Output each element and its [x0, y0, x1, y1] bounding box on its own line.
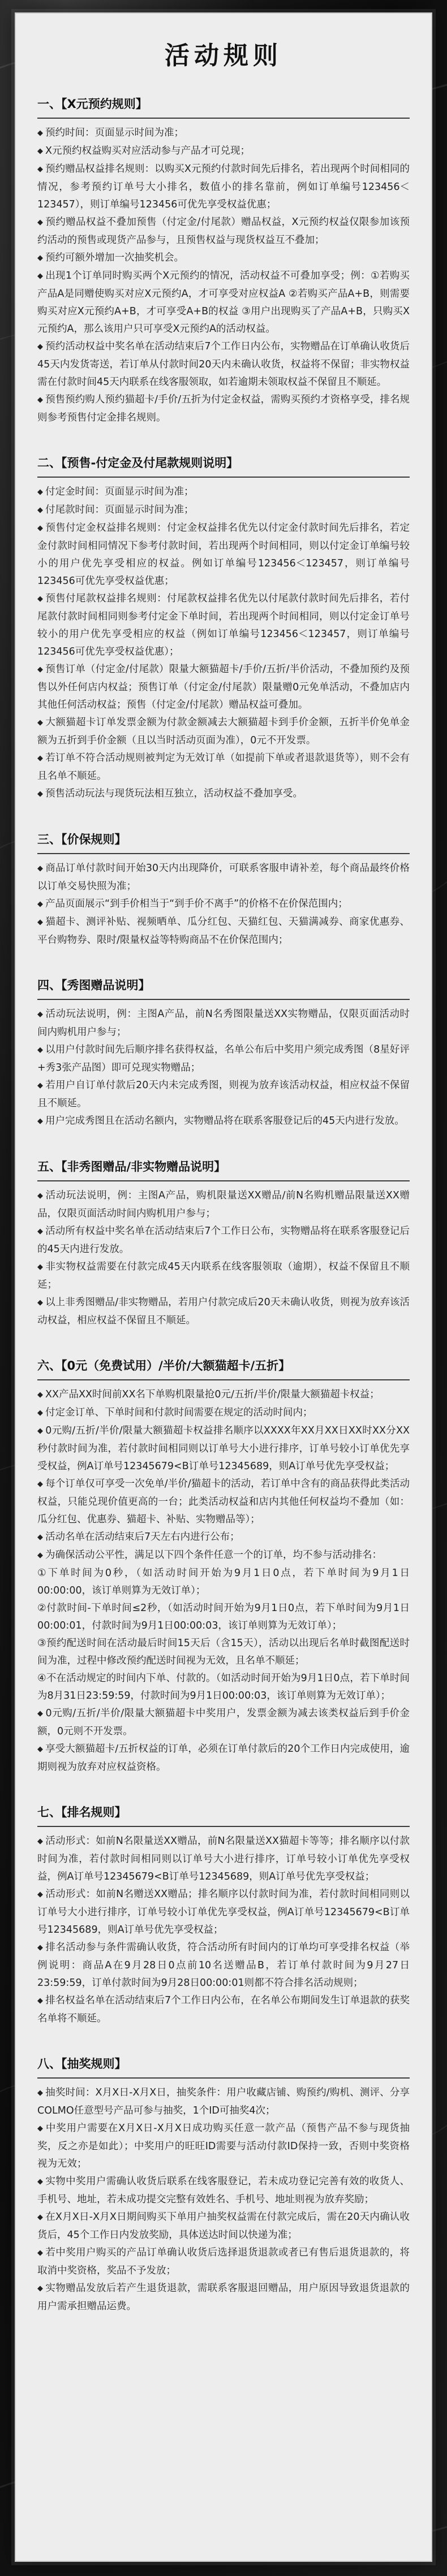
rule-item: ◆ 预约时间：页面显示时间为准；: [37, 124, 410, 142]
rules-section: [37, 1153, 410, 1330]
rules-section: [37, 826, 410, 949]
section-heading: 六、【0元（免费试用）/半价/大额猫超卡/五折】: [37, 1352, 410, 1380]
rule-item: ◆ 活动形式：如前N名限量送XX赠品，前N名限量送XX猫超卡等等；排名顺序以付款时间为准，若付款时间相同则以订单号大小进行排序，订单号较小订单优先享受权益，例A订单号12345679<B订单号12345689，则A订单号优先享受权益；: [37, 1833, 410, 1886]
section-heading: 七、【排名规则】: [37, 1799, 410, 1827]
rules-section: [37, 972, 410, 1131]
rule-item: ◆ 在X月X日-X月X日期间购买下单用户抽奖权益需在付款完成后，需在20天内确认收货后，45个工作日内发放奖励，具体送达时间以快递为准；: [37, 2209, 410, 2244]
page-title: 活动规则: [165, 41, 282, 70]
rule-item: ◆ 产品页面展示“到手价相当于“到手价不离手”的价格不在价保范围内；: [37, 895, 410, 913]
rule-item: ◆ 预约活动权益中奖名单在活动结束后7个工作日内公布，实物赠品在订单确认收货后45天内发货寄送，若订单从付款时间20天内未确认收货，权益将不保留；非实物权益需在付款时间45天内联系在线客服领取，如若逾期未领取权益不保留且不顺延。: [37, 338, 410, 391]
section-gap: [16, 949, 431, 972]
rule-item: ◆ 用户完成秀图且在活动名额内，实物赠品将在联系客服登记后的45天内进行发放。: [37, 1112, 410, 1131]
rule-item: ◆ 活动名单在活动结束后7天左右内进行公布；: [37, 1529, 410, 1547]
rule-item: ◆ 0元购/五折/半价/限量大额猫超卡权益排名顺序以XXXX年XX月XX日XX时XX分XX秒付款时间为准，若付款时间相同则以订单号大小进行排序，订单号较小订单优先享受权益，例A订单号12345679<B订单号12345689，则A订单号优先享受权益；: [37, 1422, 410, 1475]
rules-section: [37, 90, 410, 427]
rule-item: ④不在活动规定的时间内下单、付款的。（如活动时间开始为9月1日0点，若下单时间为8月31日23:59:59，付款时间为9月1日00:00:03，该订单则算为无效订单）；: [37, 1673, 410, 1702]
rule-item: ◆ 活动玩法说明，例：主图A产品，购机限量送XX赠品/前N名购机赠品限量送XX赠品，仅限页面活动时间内购机用户参与；: [37, 1187, 410, 1223]
section-gap: [16, 2028, 431, 2050]
rule-item: ◆ 为确保活动公平性，满足以下四个条件任意一个的订单，均不参与活动排名：: [37, 1547, 410, 1565]
rules-sections: [16, 90, 431, 2338]
rule-item: ◆ 大额猫超卡订单发票金额为付款金额减去大额猫超卡到手价金额，五折半价免单金额为五折到手价金额（且以当时活动页面为准），0元不开发票。: [37, 714, 410, 750]
rule-item: ②付款时间-下单时间≤2秒，（如活动时间开始为9月1日0点，若下单时间为9月1日00:00:01，付款时间为9月1日00:00:03，该订单则算为无效订单）；: [37, 1603, 410, 1631]
rule-item: ◆ 预售付定金权益排名规则：付定金权益排名优先以付定金付款时间先后排名，若定金付款时间相同情况下参考付款时间，若出现两个时间相同，则以付定金订单编号较小的用户优先享受相应的权益。例如订单编号123456＜123457，则订单编号123456可优先享受权益优惠；: [37, 519, 410, 590]
rule-item: ◆ 非实物权益需要在付款完成45天内联系在线客服领取（逾期），权益不保留且不顺延；: [37, 1258, 410, 1294]
rule-item: ◆ 付定金时间：页面显示时间为准；: [37, 483, 410, 501]
rule-item: ◆ 猫超卡、测评补贴、视频晒单、瓜分红包、天猫红包、天猫满减券、商家优惠券、平台购物券、限时/限量权益等特购商品不在价保范围内；: [37, 913, 410, 949]
section-gap: [16, 1776, 431, 1799]
rules-section: [37, 449, 410, 803]
section-heading: 三、【价保规则】: [37, 826, 410, 854]
rule-item: ◆ 预售活动玩法与现货玩法相互独立，活动权益不叠加享受。: [37, 785, 410, 803]
rule-item: ◆ 以用户付款时间先后顺序排名获得权益，名单公布后中奖用户须完成秀图（8星好评+秀3张产品图）即可兑现实物赠品；: [37, 1041, 410, 1077]
rule-item: ◆ 排名权益名单在活动结束后7个工作日内公布，在名单公布期间发生订单退款的获奖名单将不顺延。: [37, 1992, 410, 2028]
section-gap: [16, 1131, 431, 1153]
rule-item: ◆ 若中奖用户购买的产品订单确认收货后选择退货退款或者已有售后退货退款的，将取消中奖资格，奖品不予发放；: [37, 2244, 410, 2280]
rule-item: ◆ 活动玩法说明，例：主图A产品，前N名秀图限量送XX实物赠品，仅限页面活动时间内购机用户参与；: [37, 1006, 410, 1041]
rule-item: ◆ 商品订单付款时间开始30天内出现降价，可联系客服申请补差，每个商品最终价格以订单交易快照为准；: [37, 860, 410, 895]
rule-item: ①下单时间为0秒，（如活动时间开始为9月1日0点，若下单时间为9月1日00:00:00，该订单则算为无效订单）；: [37, 1568, 410, 1596]
rule-item: ◆ 中奖用户需要在X月X日-X月X日成功购买任意一款产品（预售产品不参与现货抽奖，反之亦是如此）；中奖用户的旺旺ID需要与活动付款ID保持一致，否则中奖资格视为无效；: [37, 2120, 410, 2173]
section-gap: [16, 803, 431, 826]
section-gap: [16, 1330, 431, 1352]
rule-item: ◆ 0元购/五折/半价/限量大额猫超卡中奖用户，发票金额为减去该类权益后到手价金额，0元则不开发票。: [37, 1705, 410, 1741]
rule-item: ◆ X元预约权益购买对应活动参与产品才可兑现；: [37, 142, 410, 161]
section-gap: [16, 427, 431, 449]
rule-item: ◆ 活动形式：如前N名赠送XX赠品；排名顺序以付款时间为准，若付款时间相同则以订单号大小进行排序，订单号较小订单优先享受权益，例A订单号12345679<B订单号12345689，则A订单号优先享受权益；: [37, 1886, 410, 1939]
rule-item: ◆ 预约赠品权益排名规则：以购买X元预约付款时间先后排名，若出现两个时间相同的情况，参考预约订单号大小排名，数值小的排名靠前，例如订单编号123456＜123457），则订单编号123456可优先享受权益优惠；: [37, 161, 410, 214]
rule-item: ◆ 以上非秀图赠品/非实物赠品，若用户付款完成后20天未确认收货，则视为放弃该活动权益，相应权益不保留且不顺延。: [37, 1294, 410, 1330]
rule-item: ◆ 实物赠品发放后若产生退货退款，需联系客服退回赠品，用户原因导致退货退款的用户需承担赠品运费。: [37, 2280, 410, 2315]
rule-item: ◆ 若订单不符合活动规则被判定为无效订单（如提前下单或者退款退货等），则不会有且名单不顺延。: [37, 750, 410, 785]
section-heading: 一、【X元预约规则】: [37, 90, 410, 119]
rule-item: ◆ 活动所有权益中奖名单在活动结束后7个工作日公布，实物赠品将在联系客服登记后的45天内进行发放。: [37, 1223, 410, 1258]
rule-item: ◆ 若用户自订单付款后20天内未完成秀图，则视为放弃该活动权益，相应权益不保留且不顺延。: [37, 1077, 410, 1112]
rules-section: [37, 2050, 410, 2315]
section-gap: [16, 2315, 431, 2338]
rule-item: ◆ 付定金订单、下单时间和付款时间需要在规定的活动时间内；: [37, 1404, 410, 1422]
rule-item: ◆ XX产品XX时间前XX名下单购机限量抢0元/五折/半价/限量大额猫超卡权益；: [37, 1386, 410, 1404]
rule-item: ③预约配送时间在活动最后时间15天后（含15天），活动以出现后名单时截图配送时间为准，过程中修改预约配送时间视为无效，且名单不顺延；: [37, 1638, 410, 1666]
rule-item: ◆ 预售付尾款权益排名规则：付尾款权益排名优先以付尾款付款时间先后排名，若付尾款付款时间相同则参考付定金下单时间，若出现两个时间相同，则以付定金订单号较小的用户优先享受相应的权益（例如订单编号123456＜123457，则订单编号123456可优先享受权益优惠）；: [37, 590, 410, 661]
rule-item: ◆ 排名活动参与条件需确认收货，符合活动所有时间内的订单均可享受排名权益（举例说明：商品A在9月28日0点前10名送赠品B，若订单付款时间为9月27日23:59:59，订单付款时间为9月28日00:00:01则都不符合排名活动规则；: [37, 1939, 410, 1992]
rules-panel: [15, 12, 432, 2562]
rule-item: ◆ 享受大额猫超卡/五折权益的订单，必须在订单付款后的20个工作日内完成使用，逾期则视为放弃对应权益资格。: [37, 1741, 410, 1776]
section-heading: 五、【非秀图赠品/非实物赠品说明】: [37, 1153, 410, 1181]
rules-section: [37, 1799, 410, 2028]
rule-item: ◆ 预约可额外增加一次抽奖机会。: [37, 249, 410, 267]
rule-item: ◆ 抽奖时间：X月X日-X月X日，抽奖条件：用户收藏店铺、购预约/购机、测评、分享COLMO任意型号产品可参与抽奖，1个ID可抽奖4次；: [37, 2084, 410, 2120]
rules-section: [37, 1352, 410, 1776]
section-heading: 二、【预售-付定金及付尾款规则说明】: [37, 449, 410, 478]
rule-item: ◆ 实物中奖用户需确认收货后联系在线客服登记，若未成功登记完善有效的收货人、手机号、地址，若未成功提交完整有效姓名、手机号、地址则视为放弃奖励；: [37, 2173, 410, 2209]
section-heading: 八、【抽奖规则】: [37, 2050, 410, 2079]
rule-item: ◆ 预售预约购人预约猫超卡/手价/五折为付定金权益，需购买预约才资格享受，排名规则参考预售付定金排名规则。: [37, 391, 410, 427]
rule-item: ◆ 付尾款时间：页面显示时间为准；: [37, 501, 410, 519]
section-heading: 四、【秀图赠品说明】: [37, 972, 410, 1000]
rule-item: ◆ 预约赠品权益不叠加预售（付定金/付尾款）赠品权益，X元预约权益仅限参加该预约活动的预售或现货产品参与，且预售权益与现货权益互不叠加；: [37, 214, 410, 249]
rule-item: ◆ 每个订单仅可享受一次免单/半价/猫超卡的活动，若订单中含有的商品获得此类活动权益，只能兑现价值更高的一台；此类活动权益和店内其他任何权益均不叠加（如：瓜分红包、优惠券、猫超卡、补贴、实物赠品等）；: [37, 1475, 410, 1529]
rule-item: ◆ 预售订单（付定金/付尾款）限量大额猫超卡/手价/五折/半价活动，不叠加预约及预售以外任何店内权益；预售订单（付定金/付尾款）限量赠0元免单活动，不叠加店内其他任何活动权益；预售（付定金/付尾款）赠品权益可叠加。: [37, 661, 410, 714]
rule-item: ◆ 出现1个订单同时购买两个X元预约的情况，活动权益不可叠加享受；例：①若购买产品A是同赠使购买对应X元预约A，才可享受对应权益A ②若购买产品A+B，则需要购买对应X元预约A+B，才可享受A+B的权益 ③用户出现购买了产品A+B，只购买X元预约A，那么该用户只可享受X元预约A的活动权益。: [37, 267, 410, 338]
